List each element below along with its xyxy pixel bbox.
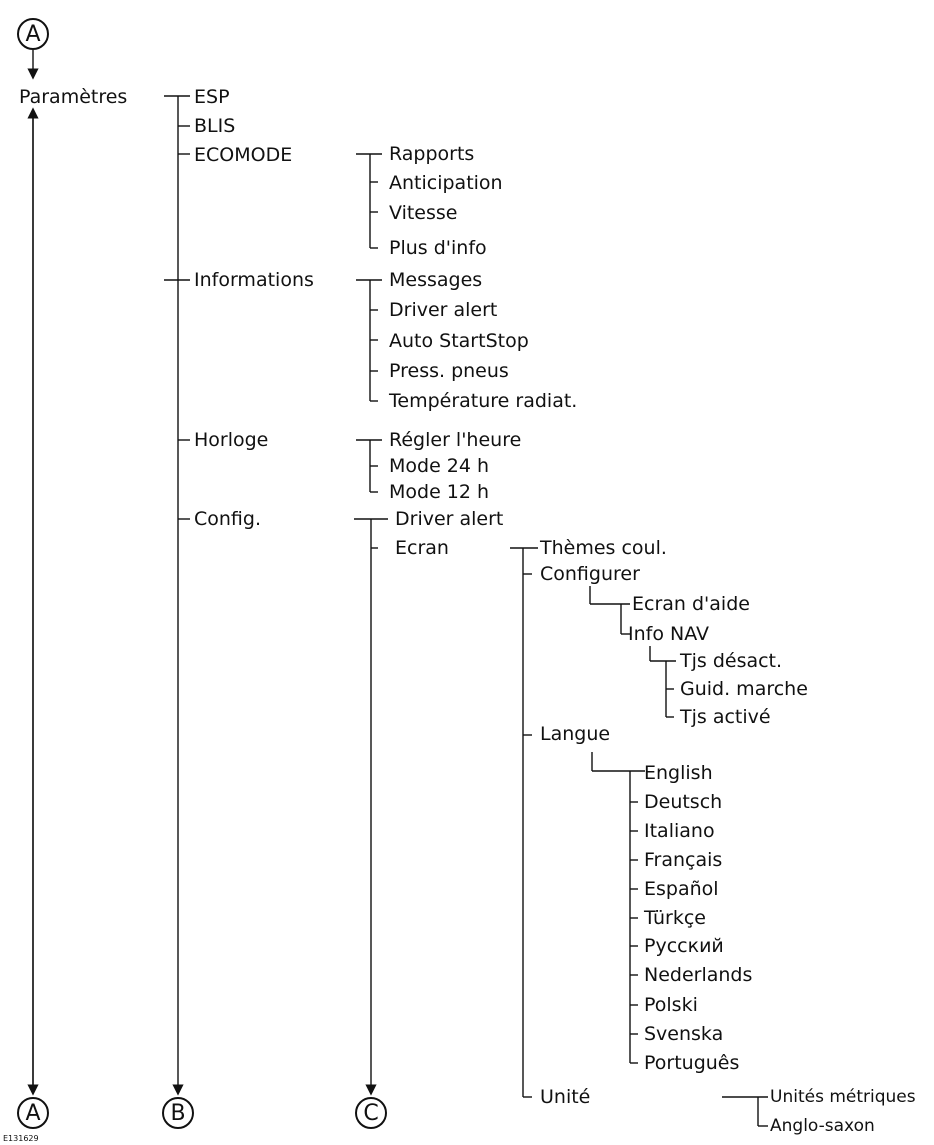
item-esp: ESP <box>194 86 230 108</box>
figure-code: E131629 <box>3 1134 39 1143</box>
ecran-configurer: Configurer <box>540 563 640 585</box>
config-ecran: Ecran <box>395 537 449 559</box>
ecomode-item: Vitesse <box>389 202 458 224</box>
item-blis: BLIS <box>194 115 236 137</box>
config-driver-alert: Driver alert <box>395 508 504 530</box>
ecomode-item: Anticipation <box>389 172 503 194</box>
item-horloge: Horloge <box>194 429 269 451</box>
item-informations: Informations <box>194 269 314 291</box>
connector-c: C <box>355 1097 387 1129</box>
langue-item: Italiano <box>644 820 715 842</box>
ecomode-item: Rapports <box>389 143 475 165</box>
info-nav-item: Guid. marche <box>680 678 808 700</box>
langue-item: Nederlands <box>644 964 753 986</box>
langue-item: Português <box>644 1052 740 1074</box>
connector-a-top: A <box>17 18 49 50</box>
item-config: Config. <box>194 508 262 530</box>
connector-b: B <box>162 1097 194 1129</box>
informations-item: Press. pneus <box>389 360 509 382</box>
horloge-item: Mode 12 h <box>389 481 490 503</box>
langue-item: Polski <box>644 994 698 1016</box>
configurer-ecran-aide: Ecran d'aide <box>632 593 750 615</box>
horloge-item: Mode 24 h <box>389 455 490 477</box>
langue-item: Español <box>644 878 719 900</box>
informations-item: Auto StartStop <box>389 330 529 352</box>
unite-item: Anglo-saxon <box>770 1116 875 1136</box>
item-ecomode: ECOMODE <box>194 144 293 166</box>
ecran-themes: Thèmes coul. <box>540 537 667 559</box>
langue-item: Français <box>644 849 723 871</box>
info-nav-item: Tjs activé <box>680 706 771 728</box>
informations-item: Driver alert <box>389 299 498 321</box>
configurer-info-nav: Info NAV <box>628 623 709 645</box>
langue-item: Svenska <box>644 1023 724 1045</box>
langue-item: Türkçe <box>644 907 706 929</box>
informations-item: Température radiat. <box>389 390 578 412</box>
langue-item: English <box>644 762 713 784</box>
info-nav-item: Tjs désact. <box>680 650 783 672</box>
ecran-unite: Unité <box>540 1086 591 1108</box>
horloge-item: Régler l'heure <box>389 429 522 451</box>
root-parametres: Paramètres <box>19 86 128 108</box>
ecran-langue: Langue <box>540 723 611 745</box>
informations-item: Messages <box>389 269 483 291</box>
langue-item: Русский <box>644 935 724 957</box>
langue-item: Deutsch <box>644 791 723 813</box>
connector-a-bottom: A <box>17 1097 49 1129</box>
ecomode-item: Plus d'info <box>389 237 487 259</box>
unite-item: Unités métriques <box>770 1087 916 1107</box>
